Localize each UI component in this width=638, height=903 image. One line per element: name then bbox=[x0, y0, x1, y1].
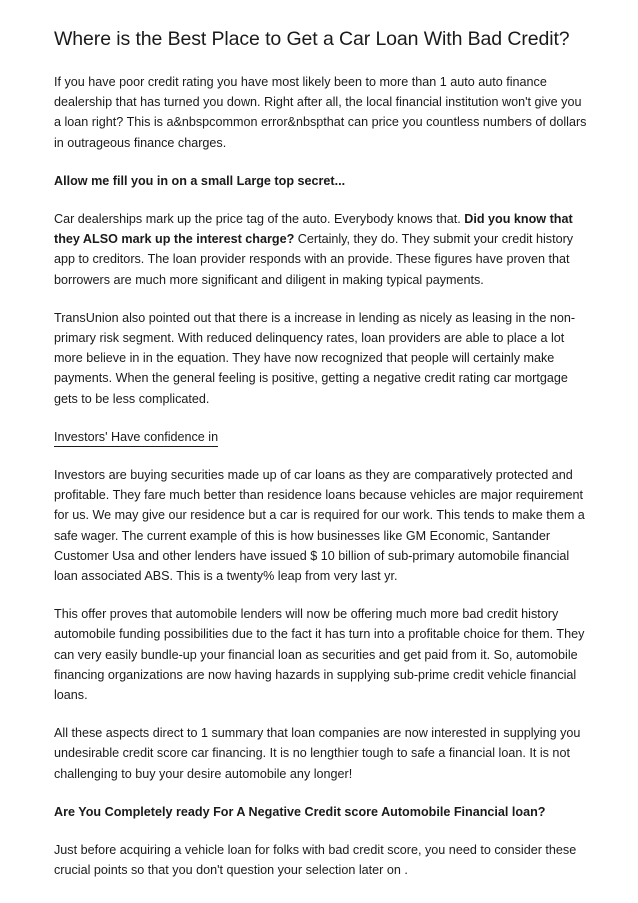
subheading-ready: Are You Completely ready For A Negative Credit score Automobile Financial loan? bbox=[54, 804, 546, 819]
document-page bbox=[54, 26, 590, 899]
investors-heading-text: Investors' Have confidence in bbox=[54, 429, 218, 447]
markup-paragraph-start: Car dealerships mark up the price tag of the auto. Everybody knows that. bbox=[54, 212, 465, 227]
closing-paragraph: Just before acquiring a vehicle loan for folks with bad credit score, you need to consider these crucial points so that you don't question your selection later on . bbox=[54, 843, 577, 878]
markup-paragraph-emphasis: Did you know that they ALSO mark up the interest charge? bbox=[54, 212, 573, 247]
intro-paragraph: If you have poor credit rating you have most likely been to more than 1 auto auto finance dealership that has turned you down. Right after all, the local financial institution won't give you a loan right? This is a&nbspcommon error&nbspthat can price you countless numbers of dollars in outrageous finance charges. bbox=[54, 75, 587, 150]
transunion-paragraph: TransUnion also pointed out that there is a increase in lending as nicely as leasing in the non-primary risk segment. With reduced delinquency rates, loan providers are able to place a lot more believe in in the equation. They have now recognized that people will certainly make payments. When the general feeling is positive, getting a negative credit rating car mortgage gets to be less complicated. bbox=[54, 310, 576, 406]
markup-paragraph bbox=[54, 209, 590, 290]
summary-paragraph: All these aspects direct to 1 summary that loan companies are now interested in supplying you undesirable credit score car financing. It is no lengthier tough to safe a financial loan. It is not challenging to buy your desire automobile any longer! bbox=[54, 726, 581, 781]
investors-paragraph: Investors are buying securities made up of car loans as they are comparatively protected and profitable. They fare much better than residence loans because vehicles are major requirement for us. We may give our residence but a car is required for our work. This tends to make them a safe wager. The current example of this is how businesses like GM Economic, Santander Customer Usa and other lenders have issued $ 10 billion of sub-primary automobile financial loan associated ABS. This is a twenty% leap from very last yr. bbox=[54, 468, 585, 584]
offer-paragraph: This offer proves that automobile lenders will now be offering much more bad credit history automobile funding possibilities due to the fact it has turn into a profitable choice for them. They can very easily bundle-up your financial loan as securities and get paid from it. So, automobile financing organizations are now having hazards in supplying sub-prime credit vehicle financial loans. bbox=[54, 607, 585, 703]
page-title: Where is the Best Place to Get a Car Loan With Bad Credit? bbox=[54, 28, 570, 50]
subheading-secret: Allow me fill you in on a small Large top secret... bbox=[54, 173, 346, 188]
markup-paragraph-end: Certainly, they do. They submit your credit history app to creditors. The loan provider responds with an provide. These figures have proven that borrowers are much more significant and diligent in making typical payments. bbox=[54, 232, 574, 287]
subheading-investors bbox=[54, 427, 590, 447]
